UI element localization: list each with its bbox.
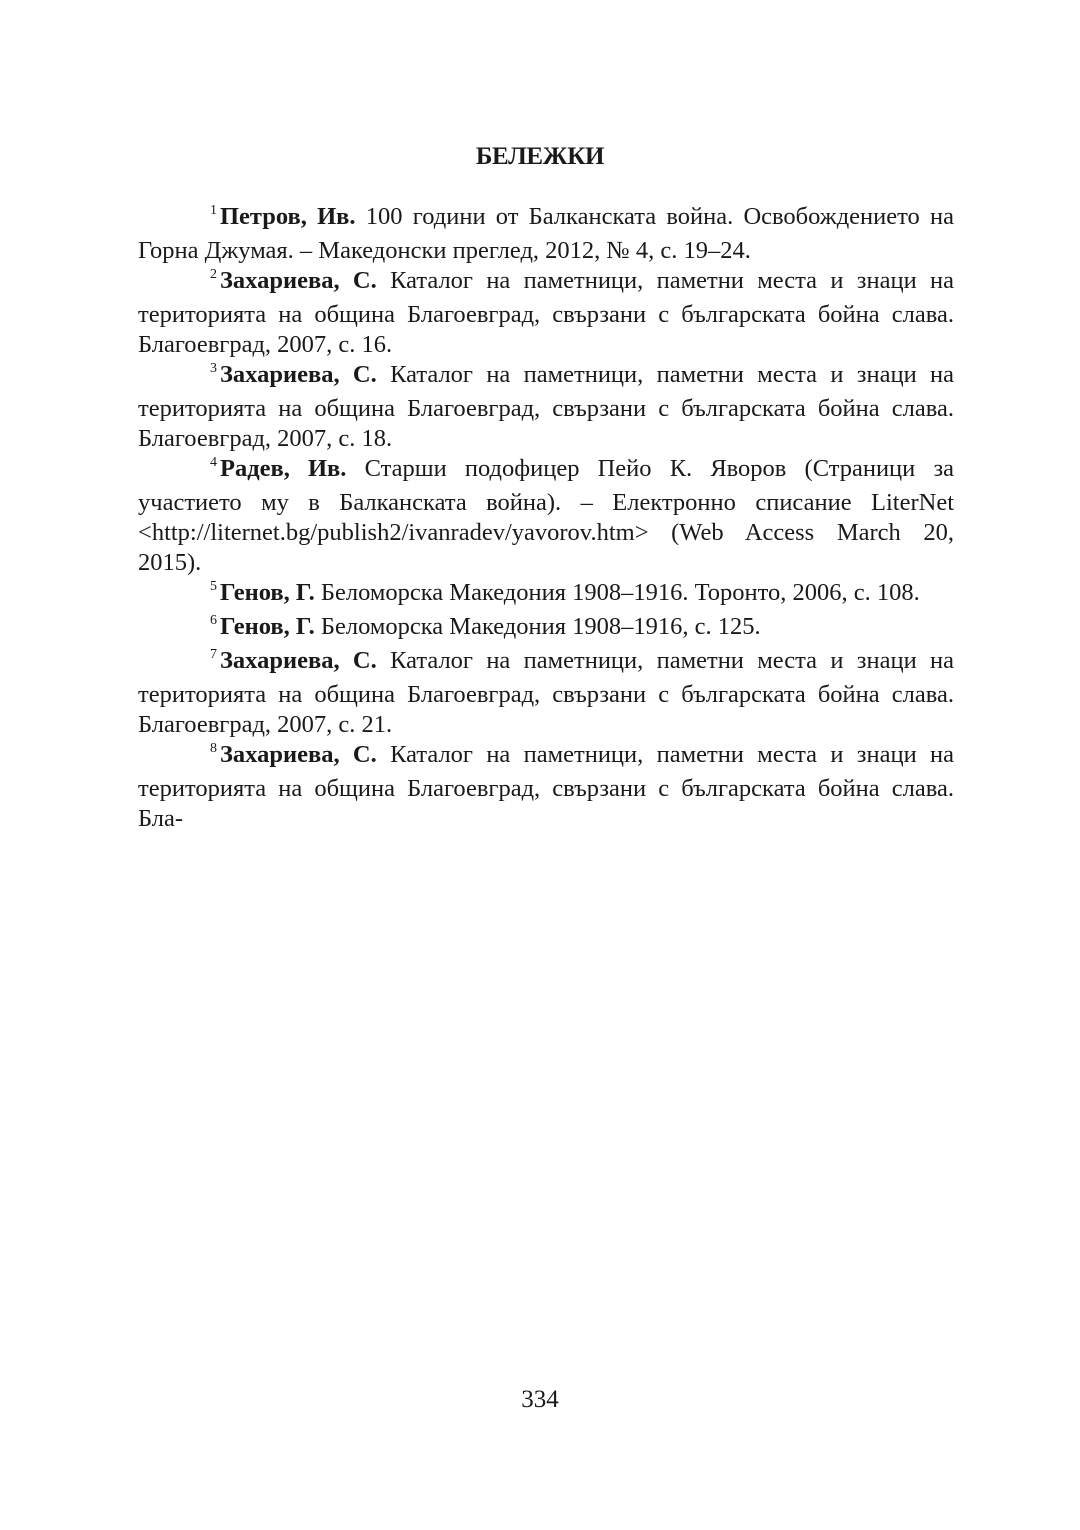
note-number: 4 [210,455,217,470]
note-5 [138,578,954,612]
note-text: Каталог на паметници, паметни места и знаци на територията на община Благоевград, свързани с българската бойна слава. Благоевград, 2007, с. 18. [138,361,955,452]
note-number: 5 [210,579,217,594]
note-author: Генов, Г. [220,613,315,640]
notes-list [138,202,954,834]
note-number: 6 [210,613,217,628]
note-number: 7 [210,647,217,662]
note-7 [138,646,954,740]
note-6 [138,612,954,646]
note-number: 8 [210,741,217,756]
note-number: 3 [210,361,217,376]
note-2 [138,266,954,360]
note-text: Каталог на паметници, паметни места и знаци на територията на община Благоевград, свързани с българската бойна слава. Благоевград, 2007, с. 16. [138,267,955,358]
note-text: Каталог на паметници, паметни места и знаци на територията на община Благоевград, свързани с българската бойна слава. Бла- [138,741,955,832]
note-number: 1 [210,203,217,218]
page-title: БЕЛЕЖКИ [475,143,605,170]
note-author: Генов, Г. [220,579,315,606]
note-author: Захариева, С. [220,741,377,768]
note-author: Захариева, С. [220,361,377,388]
note-3 [138,360,954,454]
note-text: Каталог на паметници, паметни места и знаци на територията на община Благоевград, свързани с българската бойна слава. Благоевград, 2007, с. 21. [138,647,955,738]
note-number: 2 [210,267,217,282]
note-author: Захариева, С. [220,647,377,674]
note-author: Петров, Ив. [220,203,356,230]
page-number: 334 [521,1386,559,1413]
note-author: Радев, Ив. [220,455,347,482]
note-8 [138,740,954,834]
note-author: Захариева, С. [220,267,377,294]
note-text: Беломорска Македония 1908–1916, с. 125. [320,613,761,640]
note-text: 100 години от Балканската война. Освобождението на Горна Джумая. – Македонски преглед, 2012, № 4, с. 19–24. [138,203,955,264]
note-text: Старши подофицер Пейо К. Яворов (Страници за участието му в Балканската война). – Електронно списание LiterNet <http://liternet.bg/publish2/ivanradev/yavorov.htm> (Web Access March 20, 2015). [138,455,954,576]
note-4 [138,454,954,578]
note-1 [138,202,954,266]
note-text: Беломорска Македония 1908–1916. Торонто, 2006, с. 108. [320,579,920,606]
